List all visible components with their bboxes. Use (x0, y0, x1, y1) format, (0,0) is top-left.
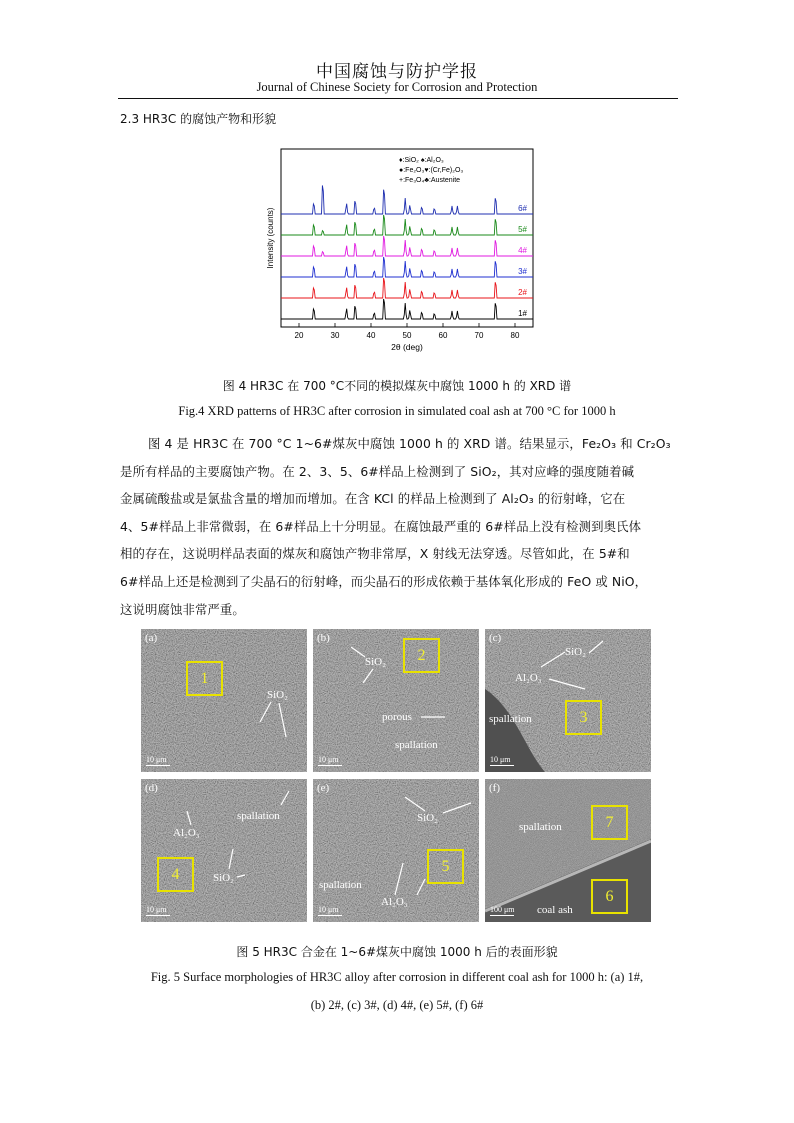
panel-label: (d) (145, 782, 158, 794)
annotation-label: Al₂O₃ (381, 896, 408, 908)
region-box: 3 (565, 700, 602, 735)
legend-entry: ●:Fe₂O₃♥:(Cr,Fe)₂O₃ (399, 167, 464, 174)
series-label: 6# (518, 204, 527, 213)
annotation-arrows (485, 629, 651, 772)
journal-title-cn: 中国腐蚀与防护学报 (316, 62, 478, 82)
scale-label: 10 μm (146, 905, 167, 914)
figure4-caption-cn: 图 4 HR3C 在 700 °C不同的模拟煤灰中腐蚀 1000 h 的 XRD 谱 (222, 379, 572, 393)
annotation-label: spallation (319, 879, 362, 891)
sem-panel-a (141, 629, 307, 772)
series-line (281, 185, 533, 214)
scale-label: 10 μm (318, 905, 339, 914)
region-box: 6 (591, 879, 628, 914)
region-box: 5 (427, 849, 464, 884)
header-rule (118, 98, 678, 99)
paragraph-line: 相的存在，这说明样品表面的煤灰和腐蚀产物非常厚，X 射线无法穿透。尽管如此，在 5#和 (120, 546, 630, 562)
plot-frame (281, 149, 533, 327)
sem-panel-c (485, 629, 651, 772)
scale-bar (146, 905, 170, 916)
body-paragraph (120, 430, 680, 623)
x-tick-label: 80 (510, 331, 520, 340)
figure5-caption-en-line2: (b) 2#, (c) 3#, (d) 4#, (e) 5#, (f) 6# (310, 998, 484, 1012)
panel-label: (b) (317, 632, 330, 644)
figure5-caption-en-line1: Fig. 5 Surface morphologies of HR3C alloy after corrosion in different coal ash for 1000 h: (a) 1#, (150, 970, 644, 984)
series-label: 3# (518, 267, 527, 276)
region-box: 7 (591, 805, 628, 840)
annotation-label: SiO₂ (417, 812, 438, 824)
sem-panel-b (313, 629, 479, 772)
annotation-label: Al₂O₃ (515, 672, 542, 684)
sem-panel-f (485, 779, 651, 922)
panel-label: (c) (489, 632, 502, 644)
panel-label: (a) (145, 632, 158, 644)
region-box: 1 (186, 661, 223, 696)
annotation-label: spallation (395, 739, 438, 751)
region-box: 2 (403, 638, 440, 673)
series-label: 2# (518, 288, 527, 297)
series-label: 5# (518, 225, 527, 234)
x-tick-label: 70 (474, 331, 484, 340)
paragraph-line: 金属硫酸盐或是氯盐含量的增加而增加。在含 KCl 的样品上检测到了 Al₂O₃ 的衍射峰，它在 (120, 491, 626, 507)
scale-bar (318, 905, 342, 916)
annotation-label: Al₂O₃ (173, 827, 200, 839)
sem-figure (141, 629, 652, 923)
paragraph-line: 6#样品上还是检测到了尖晶石的衍射峰，而尖晶石的形成依赖于基体氧化形成的 FeO 或 NiO， (120, 573, 648, 589)
scale-bar (490, 905, 515, 916)
legend-entry: +:Fe₃O₄♣:Austenite (399, 177, 461, 184)
legend-entry: ♦:SiO₂ ♠:Al₂O₃ (399, 157, 444, 164)
region-box: 4 (157, 857, 194, 892)
panel-label: (e) (317, 782, 330, 794)
annotation-label: porous (382, 711, 412, 723)
annotation-arrows (313, 629, 479, 772)
figure5-caption-cn: 图 5 HR3C 合金在 1~6#煤灰中腐蚀 1000 h 后的表面形貌 (236, 945, 558, 959)
y-axis-label: Intensity (counts) (266, 207, 275, 269)
scale-bar (146, 755, 170, 766)
figure4-caption-en: Fig.4 XRD patterns of HR3C after corrosion in simulated coal ash at 700 °C for 1000 h (178, 404, 616, 418)
annotation-label: SiO₂ (213, 872, 234, 884)
x-tick-label: 60 (438, 331, 448, 340)
annotation-label: SiO₂ (565, 646, 586, 658)
scale-label: 10 μm (146, 755, 167, 764)
scale-label: 10 μm (318, 755, 339, 764)
scale-bar (318, 755, 342, 766)
journal-title-en: Journal of Chinese Society for Corrosion and Protection (256, 80, 538, 94)
annotation-label: coal ash (537, 904, 573, 916)
xrd-chart (263, 143, 535, 363)
series-line (281, 299, 533, 319)
paragraph-line: 这说明腐蚀非常严重。 (120, 601, 245, 617)
paragraph-line: 4、5#样品上非常微弱，在 6#样品上十分明显。在腐蚀最严重的 6#样品上没有检测到奥氏体 (120, 518, 642, 534)
x-tick-label: 50 (402, 331, 412, 340)
sem-panel-e (313, 779, 479, 922)
annotation-arrows (313, 779, 479, 922)
section-heading: 2.3 HR3C 的腐蚀产物和形貌 (120, 112, 277, 126)
series-label: 1# (518, 309, 527, 318)
scale-label: 10 μm (490, 755, 511, 764)
annotation-arrows (141, 779, 307, 922)
scale-label: 100 μm (490, 905, 515, 914)
x-tick-label: 20 (294, 331, 304, 340)
annotation-label: SiO₂ (267, 689, 288, 701)
series-line (281, 257, 533, 277)
paragraph-line: 图 4 是 HR3C 在 700 °C 1~6#煤灰中腐蚀 1000 h 的 XRD 谱。结果显示，Fe₂O₃ 和 Cr₂O₃ (148, 436, 671, 451)
x-axis-label: 2θ (deg) (391, 342, 423, 352)
annotation-label: SiO₂ (365, 656, 386, 668)
annotation-label: spallation (489, 713, 532, 725)
sem-panel-d (141, 779, 307, 922)
annotation-label: spallation (519, 821, 562, 833)
annotation-arrows (141, 629, 307, 772)
x-tick-label: 30 (330, 331, 340, 340)
paragraph-line: 是所有样品的主要腐蚀产物。在 2、3、5、6#样品上检测到了 SiO₂，其对应峰的强度随着碱 (120, 463, 635, 479)
series-line (281, 278, 533, 298)
annotation-label: spallation (237, 810, 280, 822)
series-line (281, 215, 533, 235)
series-label: 4# (518, 246, 527, 255)
x-tick-label: 40 (366, 331, 376, 340)
scale-bar (490, 755, 514, 766)
panel-label: (f) (489, 782, 500, 794)
series-line (281, 236, 533, 256)
